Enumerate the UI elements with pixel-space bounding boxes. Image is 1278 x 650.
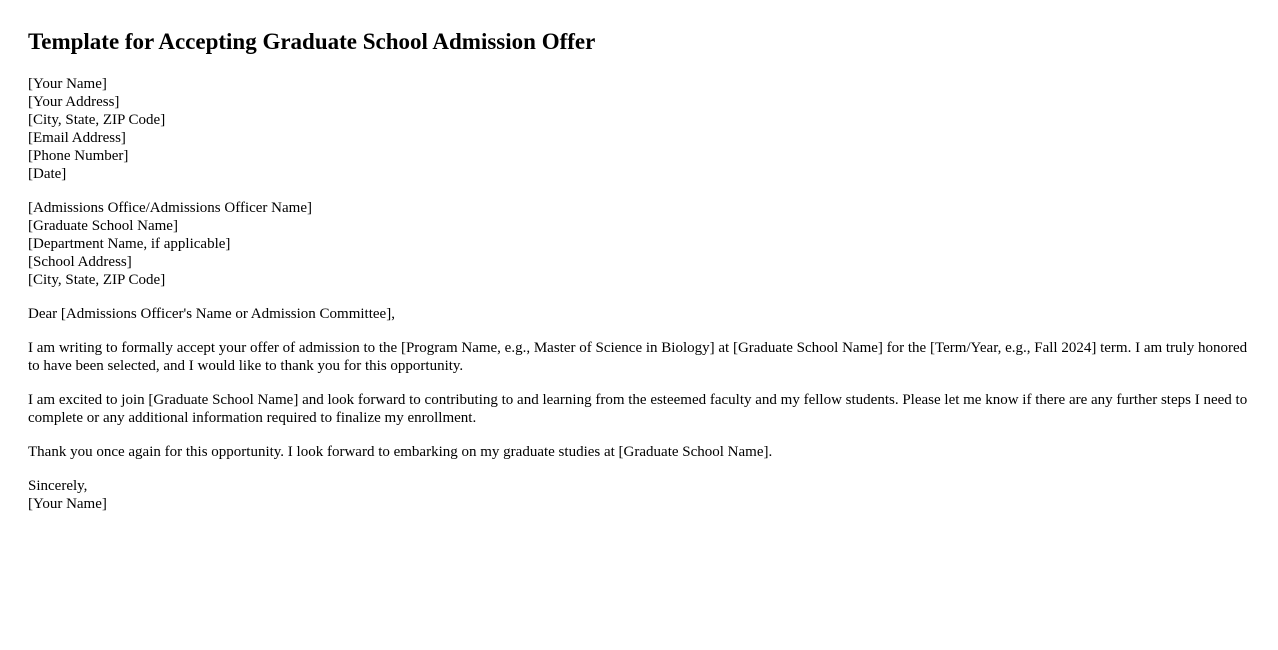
- sender-email: [Email Address]: [28, 130, 126, 146]
- recipient-city-state-zip: [City, State, ZIP Code]: [28, 272, 166, 288]
- body-paragraph: I am excited to join [Graduate School Name] and look forward to contributing to and learning from the esteemed faculty and my fellow students. Please let me know if there are any further steps I need to complete or any additional information required to finalize my enrollment.: [28, 392, 1248, 426]
- closing-block: [28, 477, 1250, 513]
- recipient-address-block: [28, 199, 1250, 289]
- recipient-officer: [Admissions Office/Admissions Officer Name]: [28, 200, 312, 216]
- body-paragraph: I am writing to formally accept your offer of admission to the [Program Name, e.g., Master of Science in Biology] at [Graduate School Name] for the [Term/Year, e.g., Fall 2024] term. I am truly honored to have been selected, and I would like to thank you for this opportunity.: [28, 340, 1248, 374]
- sender-city-state-zip: [City, State, ZIP Code]: [28, 112, 166, 128]
- signature: [Your Name]: [28, 496, 107, 512]
- sender-name: [Your Name]: [28, 76, 107, 92]
- valediction: Sincerely,: [28, 478, 88, 494]
- letter-date: [Date]: [28, 166, 67, 182]
- sender-address: [Your Address]: [28, 94, 120, 110]
- salutation: Dear [Admissions Officer's Name or Admission Committee],: [28, 306, 395, 322]
- page-title: Template for Accepting Graduate School Admission Offer: [28, 29, 596, 54]
- recipient-department: [Department Name, if applicable]: [28, 236, 231, 252]
- body-paragraph: Thank you once again for this opportunity. I look forward to embarking on my graduate studies at [Graduate School Name].: [28, 444, 773, 460]
- sender-address-block: [28, 75, 1250, 183]
- recipient-school: [Graduate School Name]: [28, 218, 178, 234]
- recipient-address: [School Address]: [28, 254, 132, 270]
- sender-phone: [Phone Number]: [28, 148, 129, 164]
